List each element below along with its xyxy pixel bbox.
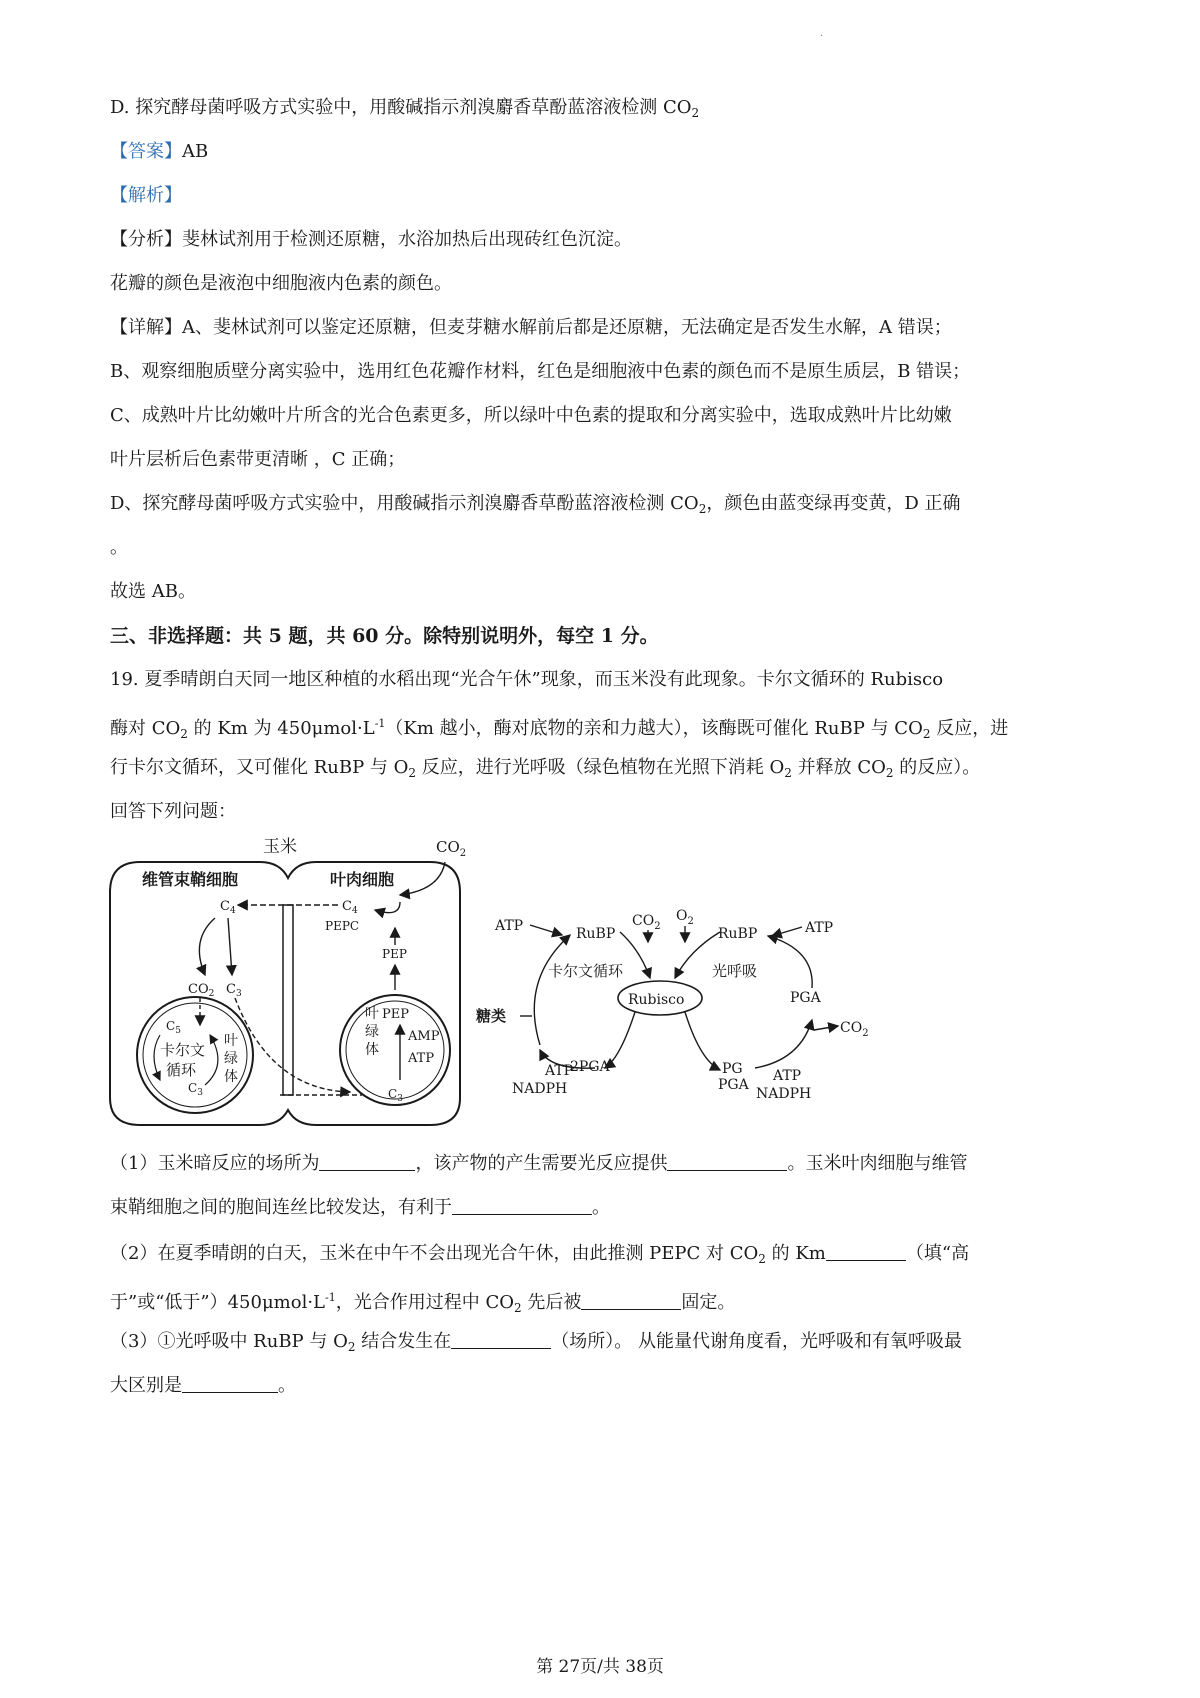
- rubp-right: RuBP: [718, 926, 758, 942]
- c3-inner: $C_3$: [226, 982, 242, 999]
- pg-label: PG: [722, 1061, 743, 1077]
- detail-d-post: ，颜色由蓝变绿再变黄，D 正确: [706, 493, 961, 514]
- q2-b: 的 Km: [765, 1243, 826, 1264]
- ye-r2: 绿: [365, 1024, 379, 1040]
- c4-left: $C_4$: [220, 899, 236, 916]
- subscript: 2: [180, 727, 188, 741]
- q3-period: 。: [278, 1375, 296, 1396]
- cell-label-left: 维管束鞘细胞: [142, 870, 239, 889]
- sugar-label: 糖类: [476, 1007, 507, 1025]
- superscript: -1: [374, 717, 386, 730]
- subscript: 2: [513, 1301, 522, 1315]
- rubisco-label: Rubisco: [628, 992, 685, 1008]
- q19-l2-d: 反应，进: [930, 718, 1009, 739]
- q3-b: 结合发生在: [355, 1331, 452, 1352]
- q3-l2-a: 大区别是: [110, 1375, 182, 1396]
- co2-r: $CO_2$: [632, 913, 661, 932]
- page-dot: .: [820, 28, 824, 39]
- q3-c: （场所）。 从能量代谢角度看，光呼吸和有氧呼吸最: [551, 1331, 962, 1352]
- detail-d-line: [110, 492, 960, 521]
- q2-c: （填“高: [905, 1243, 970, 1264]
- ye-r1: 叶: [365, 1006, 379, 1022]
- ye-l3: 体: [224, 1069, 238, 1085]
- q2-a: （2）在夏季晴朗的白天，玉米在中午不会出现光合午休，由此推测 PEPC 对 CO: [110, 1243, 759, 1264]
- calvin-label: 卡尔文循环: [548, 962, 624, 980]
- c3-right: $C_3$: [388, 1087, 403, 1104]
- q19-line-2: [110, 712, 1008, 746]
- blank-5[interactable]: [581, 1291, 681, 1310]
- c3-bottom: $C_3$: [188, 1081, 203, 1098]
- blank-6[interactable]: [451, 1330, 551, 1349]
- detail-c1-line: C、成熟叶片比幼嫩叶片所含的光合色素更多，所以绿叶中色素的提取和分离实验中，选取成熟叶片比幼嫩: [110, 405, 952, 426]
- co2-inner: $CO_2$: [188, 982, 215, 999]
- atp-left-r: ATP: [495, 918, 524, 934]
- analysis-label: 【解析】: [110, 185, 182, 206]
- nadph-r-bottom: NADPH: [756, 1086, 812, 1102]
- q1-line-1: [110, 1152, 967, 1176]
- rubisco-to-pg: [685, 1012, 720, 1070]
- q19-l2-c: （Km 越小，酶对底物的亲和力越大），该酶既可催化 RuBP 与 CO: [385, 718, 923, 739]
- ye-l2: 绿: [224, 1051, 238, 1067]
- blank-2[interactable]: [667, 1152, 787, 1171]
- atp-right-r: ATP: [805, 920, 834, 936]
- ye-r3: 体: [365, 1042, 379, 1058]
- pep-inner: PEP: [382, 1007, 409, 1022]
- answer-value: AB: [182, 141, 209, 162]
- pga-label: PGA: [790, 990, 821, 1006]
- guxuan-line: 故选 AB。: [110, 581, 196, 602]
- blank-3[interactable]: [452, 1196, 592, 1215]
- section-heading: 三、非选择题：共 5 题，共 60 分。除特别说明外，每空 1 分。: [110, 625, 659, 647]
- subscript: 2: [922, 727, 931, 741]
- detail-b-line: B、观察细胞质壁分离实验中，选用红色花瓣作材料，红色是细胞液中色素的颜色而不是原生质层，B 错误；: [110, 361, 971, 382]
- co2-out: $CO_2$: [840, 1020, 869, 1039]
- q1-c: 。玉米叶肉细胞与维管: [787, 1153, 968, 1174]
- q19-line-1: 19. 夏季晴朗白天同一地区种植的水稻出现“光合午休”现象，而玉米没有此现象。卡尔文循环的 Rubisco: [110, 669, 944, 690]
- answer-line: [110, 140, 208, 164]
- superscript: -1: [325, 1291, 336, 1304]
- pga-bottom: PGA: [718, 1077, 749, 1093]
- q1-a: （1）玉米暗反应的场所为: [110, 1153, 320, 1174]
- q19-l2-a: 酶对 CO: [110, 718, 181, 739]
- answer-label: 【答案】: [110, 141, 182, 162]
- amp-label: AMP: [408, 1029, 440, 1044]
- c4-right: $C_4$: [342, 899, 358, 916]
- atp-r-bottom: ATP: [773, 1068, 802, 1084]
- fenxi-line: 【分析】斐林试剂用于检测还原糖，水浴加热后出现砖红色沉淀。: [110, 229, 632, 250]
- detail-d-pre: D、探究酵母菌呼吸方式实验中，用酸碱指示剂溴麝香草酚蓝溶液检测 CO: [110, 493, 699, 514]
- q2-l2-c: 先后被: [521, 1292, 582, 1313]
- fig-co2-top: $CO_2$: [436, 838, 467, 859]
- q2-l2-a: 于”或“低于”）450μmol·L: [110, 1292, 325, 1313]
- q3-a: （3）①光呼吸中 RuBP 与 O: [110, 1331, 348, 1352]
- rubp-left: RuBP: [576, 926, 616, 942]
- q2-l2-b: ，光合作用过程中 CO: [335, 1292, 514, 1313]
- q19-l3-d: 的反应）。: [893, 757, 981, 778]
- atp-bottom: ATP: [545, 1063, 574, 1079]
- option-d-text: D. 探究酵母菌呼吸方式实验中，用酸碱指示剂溴麝香草酚蓝溶液检测 CO: [110, 97, 692, 118]
- photoresp-label: 光呼吸: [712, 962, 758, 980]
- subscript: 2: [784, 766, 792, 780]
- page-footer: 第 27页/共 38页: [536, 1657, 664, 1677]
- q19-l3-b: 反应，进行光呼吸（绿色植物在光照下消耗 O: [416, 757, 785, 778]
- q3-line-1: [110, 1330, 962, 1359]
- pepc-label: PEPC: [325, 919, 360, 933]
- cell-outline: [110, 862, 460, 1125]
- arrow-atp-right: [772, 927, 802, 936]
- fig-title: 玉米: [263, 837, 297, 857]
- o2-r: $O_2$: [676, 908, 694, 927]
- arrow-atp-left: [530, 925, 562, 935]
- q19-line-4: 回答下列问题：: [110, 801, 236, 822]
- atp-inner: ATP: [408, 1051, 435, 1066]
- q2-line-2: [110, 1286, 735, 1320]
- huaban-line: 花瓣的颜色是液泡中细胞液内色素的颜色。: [110, 273, 452, 294]
- q2-line-1: [110, 1242, 969, 1271]
- q19-l3-c: 并释放 CO: [791, 757, 886, 778]
- q1-b: ，该产物的产生需要光反应提供: [415, 1153, 668, 1174]
- arrow-c4-co2: [199, 918, 215, 975]
- option-d-line: [110, 96, 699, 125]
- arrow-rubp-rubisco-l: [620, 932, 650, 978]
- subscript: 2: [885, 766, 894, 780]
- arrow-pepc: [375, 902, 400, 913]
- c5-label: $C_5$: [166, 1019, 181, 1036]
- subscript: 2: [408, 766, 417, 780]
- arrow-c4-c3: [228, 918, 232, 975]
- pg-to-pga: [755, 1020, 812, 1068]
- cell-label-right: 叶肉细胞: [330, 870, 395, 889]
- calvin-left-2: 循环: [166, 1061, 197, 1079]
- q1-period: 。: [592, 1197, 610, 1218]
- plasmodesma-wall: [283, 905, 293, 1095]
- calvin-left-1: 卡尔文: [160, 1041, 206, 1059]
- subscript: 2: [698, 502, 707, 516]
- q19-l2-b: 的 Km 为 450μmol·L: [187, 718, 375, 739]
- pep-top: PEP: [382, 947, 407, 961]
- blank-7[interactable]: [182, 1374, 278, 1393]
- detail-a-line: 【详解】A、斐林试剂可以鉴定还原糖，但麦芽糖水解前后都是还原糖，无法确定是否发生水解，A 错误；: [110, 317, 952, 338]
- detail-c2-line: 叶片层析后色素带更清晰 ，C 正确；: [110, 449, 406, 470]
- ye-l1: 叶: [224, 1033, 238, 1049]
- arrow-co2-out: [814, 1026, 838, 1030]
- 2pga-label: 2PGA: [570, 1059, 610, 1075]
- q1-l2-a: 束鞘细胞之间的胞间连丝比较发达，有利于: [110, 1197, 452, 1218]
- arrow-co2-in: [400, 862, 445, 895]
- calvin-cycle-up: [534, 935, 570, 1045]
- q1-line-2: [110, 1196, 610, 1220]
- subscript: 2: [758, 1252, 766, 1266]
- pga-to-rubp: [768, 936, 812, 988]
- q19-l3-a: 行卡尔文循环，又可催化 RuBP 与 O: [110, 757, 409, 778]
- calvin-arrow-right: [205, 1035, 218, 1085]
- subscript: 2: [691, 106, 700, 120]
- q19-line-3: [110, 756, 980, 785]
- subscript: 2: [347, 1340, 356, 1354]
- q2-l2-d: 固定。: [681, 1292, 736, 1313]
- blank-4[interactable]: [826, 1242, 906, 1261]
- nadph-bottom: NADPH: [512, 1081, 568, 1097]
- blank-1[interactable]: [319, 1152, 415, 1171]
- period-line: 。: [110, 537, 128, 558]
- q3-line-2: [110, 1374, 296, 1398]
- photosynthesis-figure: [100, 830, 920, 1130]
